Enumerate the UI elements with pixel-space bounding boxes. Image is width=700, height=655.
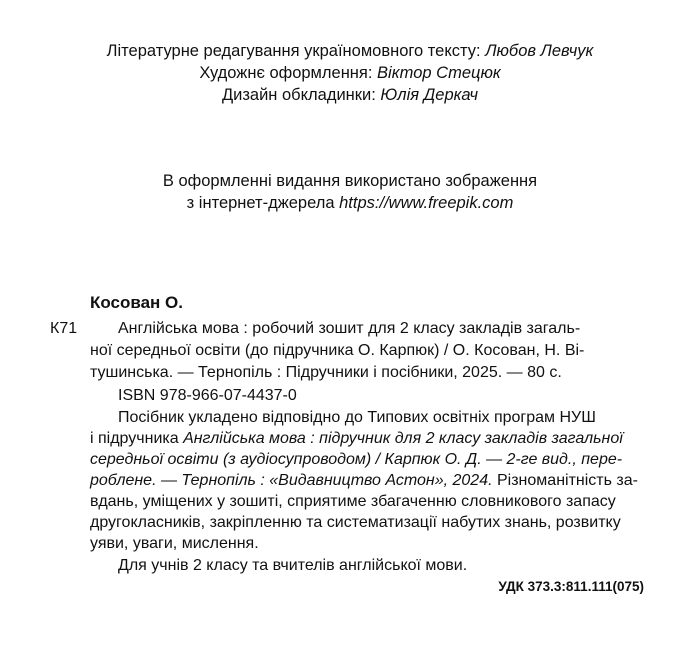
credit-art-label: Художнє оформлення: xyxy=(199,64,378,82)
source-note-text: з інтернет-джерела xyxy=(186,194,340,212)
annotation-line: вдань, уміщених у зошиті, сприятиме збагаченню словникового запасу xyxy=(90,493,616,510)
audience-line: Для учнів 2 класу та вчителів англійської мови. xyxy=(118,557,468,574)
source-note-line-2 xyxy=(0,192,700,214)
credit-literary-editing xyxy=(0,40,700,62)
annotation-line: другокласників, закріпленню та систематизації набутих знань, розвитку xyxy=(90,514,621,531)
annotation-line: Посібник укладено відповідно до Типових освітніх програм НУШ xyxy=(118,409,596,426)
annotation-reference: середньої освіти (з аудіосупроводом) / Карпюк О. Д. — 2-ге вид., пере- xyxy=(90,451,623,468)
credit-art-name: Віктор Стецюк xyxy=(377,64,501,82)
annotation-line xyxy=(90,470,638,491)
annotation-text: і підручника xyxy=(90,430,184,447)
annotation-reference: Англійська мова : підручник для 2 класу закладів загальної xyxy=(183,430,623,447)
source-url-link[interactable]: https://www.freepik.com xyxy=(339,194,514,212)
credits-block xyxy=(0,40,700,106)
annotation-line xyxy=(90,449,622,470)
credit-literary-label: Літературне редагування україномовного тексту: xyxy=(106,42,486,60)
credit-art-design xyxy=(0,62,700,84)
annotation-line xyxy=(90,428,623,449)
description-line: Англійська мова : робочий зошит для 2 класу закладів загаль- xyxy=(118,320,581,337)
annotation-text: Різноманітність за- xyxy=(492,472,638,489)
description-line: ної середньої освіти (до підручника О. Карпюк) / О. Косован, Н. Ві- xyxy=(90,342,585,359)
credit-cover-name: Юлія Деркач xyxy=(380,86,479,104)
image-source-note xyxy=(0,170,700,214)
description-line: тушинська. — Тернопіль : Підручники і посібники, 2025. — 80 с. xyxy=(90,364,562,381)
catalog-author: Косован О. xyxy=(90,293,183,312)
isbn: ISBN 978-966-07-4437-0 xyxy=(118,387,297,404)
credit-cover-design xyxy=(0,84,700,106)
source-note-line-1: В оформленні видання використано зображення xyxy=(162,172,538,190)
udk-code: УДК 373.3:811.111(075) xyxy=(498,579,644,594)
credit-cover-label: Дизайн обкладинки: xyxy=(221,86,381,104)
annotation-line: уяви, уваги, мислення. xyxy=(90,535,259,552)
annotation-reference: роблене. — Тернопіль : «Видавництво Астон», 2024. xyxy=(90,472,493,489)
credit-literary-name: Любов Левчук xyxy=(485,42,594,60)
catalog-code: К71 xyxy=(50,320,78,337)
